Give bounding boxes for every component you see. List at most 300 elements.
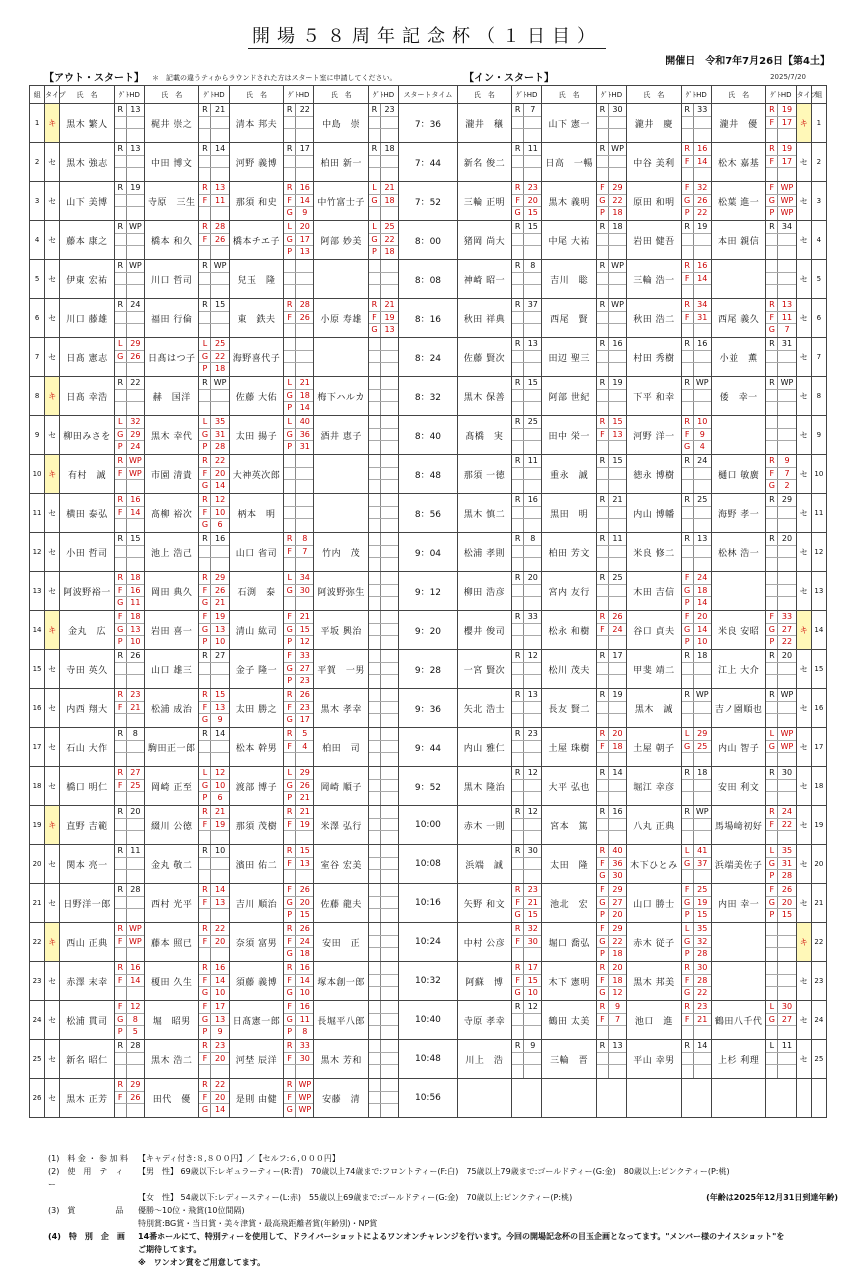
handicap-value: 14 bbox=[693, 273, 711, 285]
tee-code bbox=[115, 792, 126, 805]
handicap-value bbox=[126, 156, 144, 168]
handicap-value: 35 bbox=[777, 845, 795, 857]
handicap-cell bbox=[596, 728, 626, 767]
tee-code: F bbox=[287, 741, 292, 751]
handicap-value bbox=[693, 1053, 711, 1065]
handicap-value: 19 bbox=[693, 221, 711, 233]
handicap-value: WP bbox=[693, 689, 711, 701]
handicap-value: 19 bbox=[608, 377, 626, 389]
handicap-value: 20 bbox=[777, 533, 795, 545]
tee-code: R bbox=[202, 963, 208, 972]
handicap-value bbox=[608, 285, 626, 298]
player-name: 那須 茂樹 bbox=[229, 806, 283, 845]
tee-code: F bbox=[202, 975, 208, 985]
tee-code bbox=[369, 987, 380, 1000]
type-badge: セ bbox=[796, 377, 811, 416]
tee-code bbox=[766, 441, 777, 454]
tee-code bbox=[512, 480, 523, 493]
handicap-value bbox=[608, 246, 626, 259]
handicap-value bbox=[693, 402, 711, 415]
tee-code: G bbox=[599, 871, 606, 881]
tee-code bbox=[682, 792, 693, 805]
handicap-cell bbox=[512, 182, 542, 221]
col-name: 氏 名 bbox=[144, 86, 198, 104]
handicap-value bbox=[210, 390, 228, 402]
handicap-cell bbox=[114, 572, 144, 611]
handicap-value: 13 bbox=[210, 1014, 228, 1026]
col-name: 氏 名 bbox=[457, 86, 511, 104]
handicap-value: 18 bbox=[693, 767, 711, 779]
handicap-value: 14 bbox=[693, 597, 711, 610]
handicap-value bbox=[777, 936, 795, 948]
tee-code bbox=[369, 468, 380, 480]
tee-code bbox=[369, 558, 380, 571]
handicap-value bbox=[380, 455, 398, 467]
handicap-value bbox=[777, 363, 795, 376]
tee-code: R bbox=[599, 612, 606, 621]
handicap-value: 20 bbox=[608, 909, 626, 922]
tee-code bbox=[369, 858, 380, 870]
player-name: 池北 宏 bbox=[542, 884, 596, 923]
tee-code bbox=[115, 753, 126, 766]
handicap-cell bbox=[368, 260, 398, 299]
tee-code: R bbox=[599, 573, 606, 582]
handicap-value: 27 bbox=[608, 897, 626, 909]
tee-code bbox=[284, 480, 295, 493]
tee-code: G bbox=[768, 481, 775, 491]
empty-cell bbox=[627, 1079, 681, 1118]
tee-code: R bbox=[684, 261, 690, 270]
handicap-value: 31 bbox=[295, 441, 313, 454]
tee-code: G bbox=[286, 988, 293, 998]
col-hd: ｸﾞﾄHD bbox=[596, 86, 626, 104]
handicap-value bbox=[777, 402, 795, 415]
type-badge: セ bbox=[796, 962, 811, 1001]
handicap-value: 26 bbox=[693, 195, 711, 207]
tee-code: P bbox=[287, 910, 293, 920]
handicap-value: 8 bbox=[126, 728, 144, 740]
tee-code bbox=[512, 753, 523, 766]
handicap-value bbox=[777, 129, 795, 142]
tee-code bbox=[512, 324, 523, 337]
player-name: 一宮 賢次 bbox=[457, 650, 511, 689]
handicap-cell bbox=[284, 221, 314, 260]
tee-code bbox=[597, 351, 608, 363]
handicap-value: 13 bbox=[210, 624, 228, 636]
handicap-value bbox=[295, 338, 313, 350]
tee-code: F bbox=[202, 1053, 208, 1063]
handicap-value bbox=[693, 351, 711, 363]
handicap-value: 22 bbox=[126, 377, 144, 389]
tee-code: F bbox=[600, 885, 605, 894]
handicap-value: 20 bbox=[777, 897, 795, 909]
tee-code bbox=[512, 1053, 523, 1065]
tee-code: G bbox=[684, 585, 691, 595]
handicap-value: 14 bbox=[295, 975, 313, 987]
tee-code bbox=[597, 1053, 608, 1065]
player-name: 兒玉 隆 bbox=[229, 260, 283, 299]
tee-code: R bbox=[202, 885, 208, 894]
tee-code: R bbox=[599, 1002, 606, 1011]
handicap-value: 16 bbox=[693, 143, 711, 155]
group-number: 20 bbox=[811, 845, 826, 884]
type-badge: セ bbox=[45, 728, 60, 767]
handicap-value: 28 bbox=[126, 1040, 144, 1052]
handicap-value bbox=[295, 597, 313, 610]
handicap-value bbox=[380, 546, 398, 558]
handicap-value bbox=[523, 168, 541, 181]
start-time: 8：16 bbox=[399, 299, 458, 338]
handicap-value: 30 bbox=[777, 1001, 795, 1013]
handicap-cell bbox=[199, 416, 229, 455]
table-row bbox=[30, 338, 827, 377]
handicap-value: 14 bbox=[693, 624, 711, 636]
handicap-value: 25 bbox=[693, 741, 711, 753]
tee-code bbox=[199, 390, 210, 402]
handicap-value: 19 bbox=[210, 819, 228, 831]
tee-code bbox=[284, 597, 295, 610]
tee-code: P bbox=[769, 637, 775, 647]
handicap-value bbox=[523, 480, 541, 493]
tee-code: R bbox=[202, 300, 208, 309]
empty-cell bbox=[457, 1079, 511, 1118]
tee-code: R bbox=[202, 729, 208, 738]
type-badge: セ bbox=[45, 533, 60, 572]
handicap-value: 13 bbox=[380, 324, 398, 337]
handicap-cell bbox=[596, 338, 626, 377]
tee-code bbox=[369, 741, 380, 753]
type-badge: セ bbox=[45, 845, 60, 884]
col-type: タイプ bbox=[796, 86, 811, 104]
tee-code: L bbox=[202, 339, 208, 348]
player-name: 河野 義博 bbox=[229, 143, 283, 182]
handicap-cell bbox=[766, 1001, 796, 1040]
handicap-value bbox=[126, 117, 144, 129]
handicap-value: 21 bbox=[295, 792, 313, 805]
tee-code: R bbox=[599, 261, 606, 270]
handicap-cell bbox=[368, 416, 398, 455]
handicap-value bbox=[210, 870, 228, 883]
tee-code bbox=[199, 117, 210, 129]
handicap-value bbox=[380, 1065, 398, 1078]
tee-code bbox=[199, 558, 210, 571]
handicap-value bbox=[777, 975, 795, 987]
handicap-value: WP bbox=[777, 182, 795, 194]
handicap-value bbox=[295, 558, 313, 571]
handicap-value bbox=[380, 1040, 398, 1052]
tee-code: F bbox=[287, 975, 292, 985]
tee-code: F bbox=[202, 612, 208, 621]
tee-code: R bbox=[599, 534, 606, 543]
tee-code: F bbox=[287, 651, 292, 660]
tee-code: R bbox=[117, 1041, 123, 1050]
tee-code: P bbox=[684, 637, 690, 647]
handicap-value: 14 bbox=[210, 884, 228, 896]
handicap-cell bbox=[284, 767, 314, 806]
handicap-value: 12 bbox=[295, 636, 313, 649]
player-name: 黒木 隆治 bbox=[457, 767, 511, 806]
player-name: 黒木 孝幸 bbox=[314, 689, 368, 728]
handicap-cell bbox=[766, 455, 796, 494]
tee-code bbox=[115, 714, 126, 727]
tee-code bbox=[199, 858, 210, 870]
tee-code bbox=[369, 168, 380, 181]
start-time: 9：52 bbox=[399, 767, 458, 806]
type-badge: セ bbox=[45, 767, 60, 806]
player-name: 阿蘇 博 bbox=[457, 962, 511, 1001]
handicap-value: 34 bbox=[295, 572, 313, 584]
handicap-value: 10 bbox=[210, 507, 228, 519]
handicap-cell bbox=[766, 143, 796, 182]
handicap-value: 29 bbox=[693, 728, 711, 740]
handicap-value: 20 bbox=[777, 650, 795, 662]
handicap-cell bbox=[284, 416, 314, 455]
handicap-value bbox=[380, 792, 398, 805]
handicap-value bbox=[777, 507, 795, 519]
tee-code bbox=[512, 780, 523, 792]
player-name: 新名 俊二 bbox=[457, 143, 511, 182]
handicap-cell bbox=[766, 845, 796, 884]
handicap-cell bbox=[199, 1040, 229, 1079]
handicap-value bbox=[380, 572, 398, 584]
player-name bbox=[314, 494, 368, 533]
handicap-value: 29 bbox=[608, 884, 626, 896]
handicap-value: 13 bbox=[210, 182, 228, 194]
tee-code bbox=[597, 780, 608, 792]
handicap-value bbox=[523, 402, 541, 415]
tee-code bbox=[369, 897, 380, 909]
group-number: 16 bbox=[811, 689, 826, 728]
tee-code: R bbox=[117, 846, 123, 855]
tee-code bbox=[682, 702, 693, 714]
player-name: 池上 浩己 bbox=[144, 533, 198, 572]
tee-code bbox=[597, 546, 608, 558]
tee-code bbox=[512, 363, 523, 376]
tee-code: P bbox=[287, 442, 293, 452]
handicap-value bbox=[693, 285, 711, 298]
tee-code: R bbox=[599, 963, 606, 972]
handicap-value bbox=[210, 753, 228, 766]
handicap-value bbox=[523, 831, 541, 844]
tee-code bbox=[369, 533, 380, 545]
tee-code bbox=[369, 923, 380, 935]
handicap-value: 18 bbox=[380, 195, 398, 207]
tee-code bbox=[766, 923, 777, 935]
handicap-value bbox=[126, 1053, 144, 1065]
player-name: 宮本 篤 bbox=[542, 806, 596, 845]
tee-code bbox=[284, 117, 295, 129]
handicap-cell bbox=[368, 1001, 398, 1040]
handicap-value bbox=[608, 129, 626, 142]
start-time: 10:24 bbox=[399, 923, 458, 962]
handicap-cell bbox=[596, 845, 626, 884]
table-row bbox=[30, 650, 827, 689]
tee-code bbox=[369, 156, 380, 168]
handicap-value bbox=[380, 117, 398, 129]
tee-code: G bbox=[514, 988, 521, 998]
handicap-value bbox=[777, 558, 795, 571]
handicap-cell bbox=[681, 533, 711, 572]
tee-code bbox=[766, 831, 777, 844]
tee-code bbox=[682, 129, 693, 142]
tee-code bbox=[682, 663, 693, 675]
handicap-cell bbox=[596, 1001, 626, 1040]
group-number: 3 bbox=[30, 182, 45, 221]
player-name: 柏田 司 bbox=[314, 728, 368, 767]
group-number: 4 bbox=[811, 221, 826, 260]
handicap-value: 26 bbox=[295, 312, 313, 324]
handicap-value: 15 bbox=[523, 377, 541, 389]
tee-code bbox=[369, 129, 380, 142]
type-badge: セ bbox=[45, 1001, 60, 1040]
tee-code bbox=[369, 519, 380, 532]
handicap-cell bbox=[766, 806, 796, 845]
tee-code bbox=[597, 1065, 608, 1078]
handicap-value: 19 bbox=[380, 312, 398, 324]
tee-code bbox=[369, 546, 380, 558]
handicap-value bbox=[777, 585, 795, 597]
handicap-value: 13 bbox=[608, 429, 626, 441]
handicap-value bbox=[523, 546, 541, 558]
tee-code bbox=[199, 402, 210, 415]
handicap-value: WP bbox=[295, 1092, 313, 1104]
tee-code bbox=[512, 831, 523, 844]
tee-code: R bbox=[286, 534, 293, 543]
table-row bbox=[30, 767, 827, 806]
handicap-value: 20 bbox=[126, 806, 144, 818]
tee-code bbox=[284, 519, 295, 532]
tee-code: G bbox=[201, 429, 209, 439]
player-name: 平賀 一男 bbox=[314, 650, 368, 689]
player-name: 瀧井 慶 bbox=[627, 104, 681, 143]
tee-code: R bbox=[514, 534, 521, 543]
handicap-value: 12 bbox=[523, 806, 541, 818]
tee-code bbox=[766, 975, 777, 987]
handicap-value bbox=[777, 390, 795, 402]
player-name: 東 鉄夫 bbox=[229, 299, 283, 338]
tee-code bbox=[115, 831, 126, 844]
table-row bbox=[30, 845, 827, 884]
handicap-cell bbox=[368, 689, 398, 728]
in-start-heading: 【イン・スタート】 bbox=[464, 73, 554, 84]
handicap-value bbox=[608, 780, 626, 792]
handicap-value: 17 bbox=[295, 234, 313, 246]
tee-code bbox=[512, 948, 523, 961]
handicap-cell bbox=[681, 572, 711, 611]
handicap-value: 16 bbox=[295, 182, 313, 194]
handicap-value: 31 bbox=[777, 338, 795, 350]
handicap-cell bbox=[284, 572, 314, 611]
tee-code: P bbox=[372, 247, 377, 257]
player-name: 黒木 誠 bbox=[627, 689, 681, 728]
handicap-value: 26 bbox=[295, 923, 313, 935]
tee-code bbox=[512, 468, 523, 480]
tee-code: G bbox=[201, 520, 209, 530]
tee-code bbox=[597, 675, 608, 688]
handicap-value bbox=[295, 753, 313, 766]
handicap-value: WP bbox=[608, 143, 626, 155]
handicap-cell bbox=[284, 884, 314, 923]
player-name: 土屋 朝子 bbox=[627, 728, 681, 767]
player-name: 中谷 美利 bbox=[627, 143, 681, 182]
start-time: 10:56 bbox=[399, 1079, 458, 1118]
tee-code bbox=[512, 507, 523, 519]
handicap-value: 28 bbox=[693, 948, 711, 961]
handicap-cell bbox=[114, 104, 144, 143]
tee-code: R bbox=[117, 690, 123, 699]
tee-code: G bbox=[117, 1014, 124, 1024]
handicap-value: 19 bbox=[126, 182, 144, 194]
handicap-value: 11 bbox=[295, 1014, 313, 1026]
tee-code: R bbox=[286, 963, 293, 972]
handicap-value: 18 bbox=[608, 975, 626, 987]
handicap-value: 26 bbox=[126, 1092, 144, 1104]
tee-code bbox=[369, 975, 380, 987]
handicap-value: 21 bbox=[210, 806, 228, 818]
handicap-value: 22 bbox=[210, 923, 228, 935]
handicap-value bbox=[380, 1026, 398, 1039]
handicap-cell bbox=[596, 455, 626, 494]
tee-code: L bbox=[769, 1002, 775, 1011]
tee-code: R bbox=[514, 261, 521, 270]
start-table bbox=[29, 85, 827, 1118]
handicap-value: 34 bbox=[693, 299, 711, 311]
start-time: 8：08 bbox=[399, 260, 458, 299]
handicap-value bbox=[210, 156, 228, 168]
handicap-value: 9 bbox=[210, 1026, 228, 1039]
handicap-value: 21 bbox=[608, 494, 626, 506]
handicap-value bbox=[777, 260, 795, 272]
handicap-value bbox=[777, 753, 795, 766]
tee-code: F bbox=[769, 156, 775, 166]
handicap-value bbox=[777, 792, 795, 805]
handicap-value: 22 bbox=[210, 1079, 228, 1091]
handicap-value: 20 bbox=[210, 1092, 228, 1104]
handicap-cell bbox=[368, 728, 398, 767]
handicap-value: 26 bbox=[777, 884, 795, 896]
tee-code bbox=[115, 324, 126, 337]
type-badge: セ bbox=[796, 689, 811, 728]
tee-code: F bbox=[372, 312, 377, 322]
tee-code bbox=[597, 585, 608, 597]
handicap-cell bbox=[681, 182, 711, 221]
handicap-value bbox=[380, 377, 398, 389]
handicap-value bbox=[380, 402, 398, 415]
tee-code bbox=[512, 792, 523, 805]
tee-code bbox=[199, 909, 210, 922]
handicap-value bbox=[608, 585, 626, 597]
handicap-cell bbox=[681, 806, 711, 845]
tee-code: G bbox=[684, 897, 691, 907]
tee-code bbox=[115, 390, 126, 402]
handicap-value bbox=[777, 923, 795, 935]
col-hd: ｸﾞﾄHD bbox=[199, 86, 229, 104]
handicap-value: 41 bbox=[693, 845, 711, 857]
player-name: 塚本創一郎 bbox=[314, 962, 368, 1001]
tee-code: P bbox=[769, 871, 775, 881]
tee-code bbox=[115, 1104, 126, 1117]
tee-code bbox=[766, 962, 777, 974]
tee-code: R bbox=[514, 729, 521, 738]
handicap-value: 11 bbox=[210, 195, 228, 207]
group-number: 17 bbox=[811, 728, 826, 767]
tee-code bbox=[369, 780, 380, 792]
player-name: 駒田正一郎 bbox=[144, 728, 198, 767]
tee-code bbox=[369, 675, 380, 688]
tee-code: F bbox=[202, 897, 208, 907]
tee-code: P bbox=[599, 949, 605, 959]
tee-code bbox=[369, 1001, 380, 1013]
